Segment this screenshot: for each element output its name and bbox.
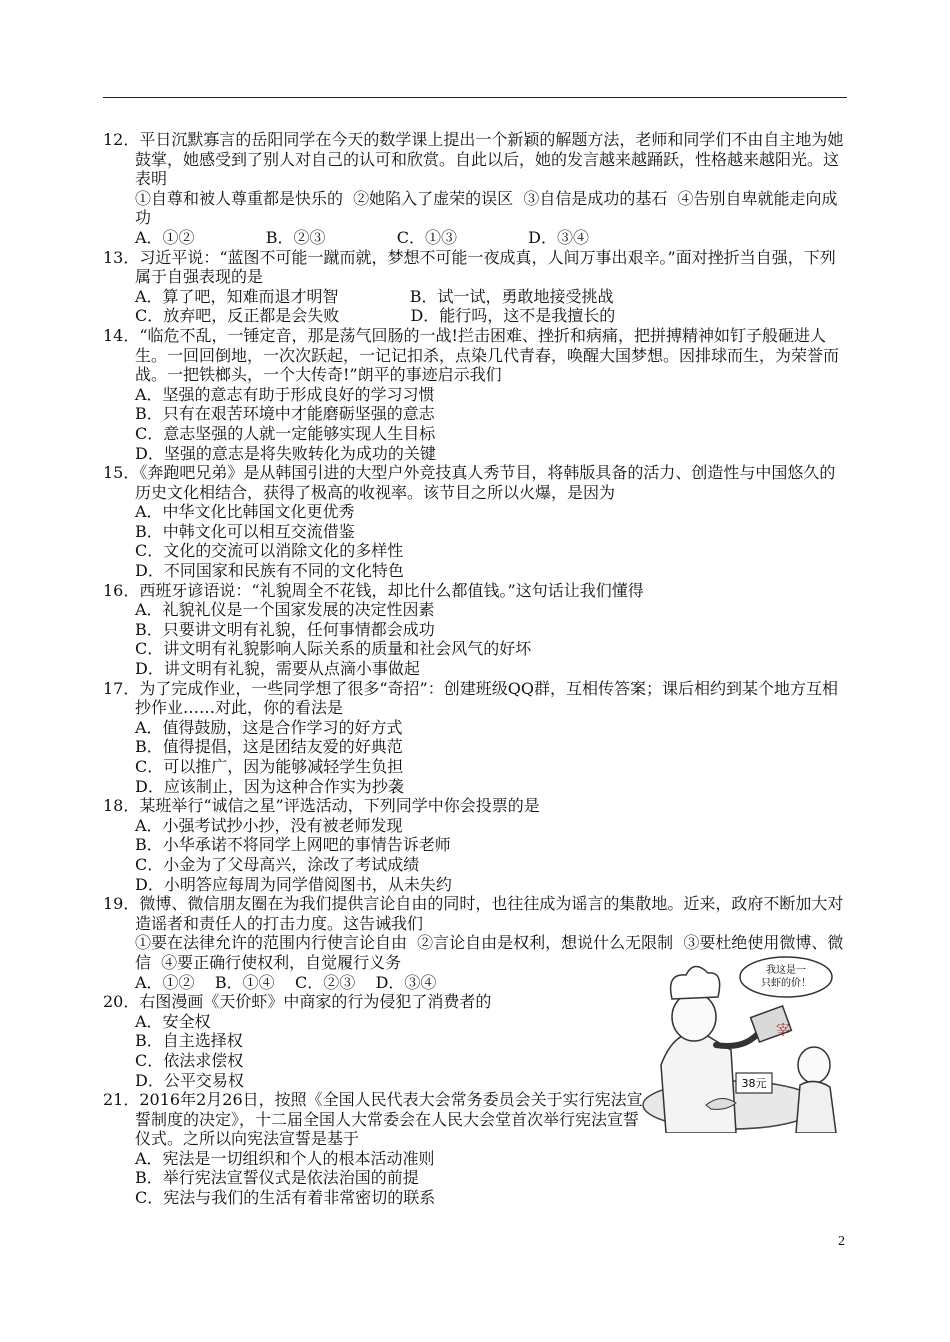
answer-option-a: A．中华文化比韩国文化更优秀: [135, 502, 355, 522]
question-stem: 17．为了完成作业，一些同学想了很多“奇招”：创建班级QQ群，互相传答案；课后相约到某个地方互相抄作业……对此，你的看法是: [103, 678, 838, 718]
customer-head: [798, 1047, 830, 1083]
answer-options-row: A．算了吧，知难而退才明智 B．试一试，勇敢地接受挑战: [135, 286, 614, 306]
question-stem: 14．“临危不乱，一锤定音，那是荡气回肠的一战!拦击困难、挫折和病痛，把拼搏精神如钉子般砸进人生。一回回倒地，一次次跃起，一记记扣杀，点染几代青春，唤醒大国梦想。因排球而生，为荣誉而战。一把铁榔头，一个大传奇!”朗平的事迹启示我们: [103, 325, 840, 385]
question-statements: ①自尊和被人尊重都是快乐的 ②她陷入了虚荣的误区 ③自信是成功的基石 ④告别自卑就能走向成功: [135, 188, 838, 228]
answer-option-b: B．举行宪法宣誓仪式是依法治国的前提: [135, 1168, 419, 1188]
answer-option-d: D．公平交易权: [135, 1070, 244, 1090]
question-stem: 21．2016年2月26日，按照《全国人民代表大会常务委员会关于实行宪法宣誓制度的决定》，十二届全国人大常委会在人民大会堂首次举行宪法宣誓仪式。之所以向宪法宣誓是基于: [103, 1090, 643, 1149]
price-tag-text: 38元: [741, 1077, 767, 1090]
chef-arm: [716, 1030, 761, 1046]
speech-bubble: [740, 957, 832, 997]
question-18: [103, 796, 851, 894]
question-15: [103, 463, 851, 581]
answer-option-c: C．意志坚强的人就一定能够实现人生目标: [135, 423, 436, 443]
answer-option-b: B．值得提倡，这是团结友爱的好典范: [135, 737, 403, 757]
answer-option-d: D．讲文明有礼貌，需要从点滴小事做起: [135, 659, 420, 679]
question-stem: 13．习近平说：“蓝图不可能一蹴而就，梦想不可能一夜成真，人间万事出艰辛。”面对挫折当自强，下列属于自强表现的是: [103, 247, 836, 287]
question-stem: 18．某班举行“诚信之星”评选活动，下列同学中你会投票的是: [103, 796, 540, 816]
question-12: [103, 130, 851, 248]
answer-option-c: C．宪法与我们的生活有着非常密切的联系: [135, 1188, 436, 1208]
answer-option-a: A．坚强的意志有助于形成良好的学习习惯: [135, 384, 435, 404]
answer-option-b: B．自主选择权: [135, 1031, 243, 1051]
answer-options-row: C．放弃吧，反正都是会失败 D．能行吗，这不是我擅长的: [135, 306, 616, 326]
answer-option-c: C．依法求偿权: [135, 1050, 244, 1070]
answer-option-c: C．小金为了父母高兴，涂改了考试成绩: [135, 854, 420, 874]
header-rule: [103, 97, 847, 98]
answer-option-a: A．礼貌礼仪是一个国家发展的决定性因素: [135, 600, 435, 620]
answer-option-d: D．不同国家和民族有不同的文化特色: [135, 561, 404, 581]
page-number: 2: [838, 1234, 845, 1249]
answer-option-b: B．只有在艰苦环境中才能磨砺坚强的意志: [135, 404, 435, 424]
answer-option-b: B．只要讲文明有礼貌，任何事情都会成功: [135, 619, 435, 639]
question-stem: 15．《奔跑吧兄弟》是从韩国引进的大型户外竞技真人秀节目，将韩版具备的活力、创造性与中国悠久的历史文化相结合，获得了极高的收视率。该节目之所以火爆，是因为: [103, 463, 836, 502]
customer-body: [796, 1081, 836, 1133]
question-stem: 16．西班牙谚语说：“礼貌周全不花钱，却比什么都值钱。”这句话让我们懂得: [103, 580, 644, 600]
answer-option-c: C．文化的交流可以消除文化的多样性: [135, 541, 404, 561]
question-stem: 19．微博、微信朋友圈在为我们提供言论自由的同时，也往往成为谣言的集散地。近来，政府不断加大对造谣者和责任人的打击力度。这告诫我们: [103, 894, 844, 933]
question-16: [103, 581, 851, 679]
answer-option-d: D．应该制止，因为这种合作实为抄袭: [135, 776, 404, 796]
cartoon-expensive-shrimp: [636, 955, 842, 1133]
answer-option-a: A．安全权: [135, 1011, 211, 1031]
answer-option-d: D．坚强的意志是将失败转化为成功的关键: [135, 443, 436, 463]
speech-line-2: 只虾的价！: [761, 978, 811, 989]
question-stem: 12．平日沉默寡言的岳阳同学在今天的数学课上提出一个新颖的解题方法，老师和同学们不由自主地为她鼓掌，她感受到了别人对自己的认可和欣赏。自此以后，她的发言越来越踊跃，性格越来越阳光。这表明: [103, 130, 844, 189]
chef-head: [672, 993, 716, 1041]
question-13: [103, 248, 851, 326]
answer-option-a: A．小强考试抄小抄，没有被老师发现: [135, 815, 403, 835]
chef-hat: [671, 966, 720, 999]
cleaver-sign: 宰: [776, 1023, 790, 1039]
question-17: [103, 679, 851, 797]
question-statements: ①要在法律允许的范围内行使言论自由 ②言论自由是权利，想说什么无限制 ③要杜绝使用微博、微信 ④要正确行使权利，自觉履行义务: [135, 933, 844, 972]
answer-option-a: A．值得鼓励，这是合作学习的好方式: [135, 717, 403, 737]
question-stem: 20．右图漫画《天价虾》中商家的行为侵犯了消费者的: [103, 992, 492, 1012]
answer-option-c: C．可以推广，因为能够减轻学生负担: [135, 757, 404, 776]
answer-options-row: A．①② B．①④ C．②③ D．③④: [135, 972, 437, 992]
question-14: [103, 326, 851, 463]
speech-line-1: 我这是一: [766, 965, 806, 976]
answer-option-a: A．宪法是一切组织和个人的根本活动准则: [135, 1148, 435, 1168]
answer-option-c: C．讲文明有礼貌影响人际关系的质量和社会风气的好坏: [135, 639, 532, 659]
answer-option-d: D．小明答应每周为同学借阅图书，从未失约: [135, 874, 452, 894]
answer-option-b: B．小华承诺不将同学上网吧的事情告诉老师: [135, 835, 451, 855]
answer-option-b: B．中韩文化可以相互交流借鉴: [135, 521, 355, 541]
answer-options-row: A．①② B．②③ C．①③ D．③④: [135, 227, 589, 247]
